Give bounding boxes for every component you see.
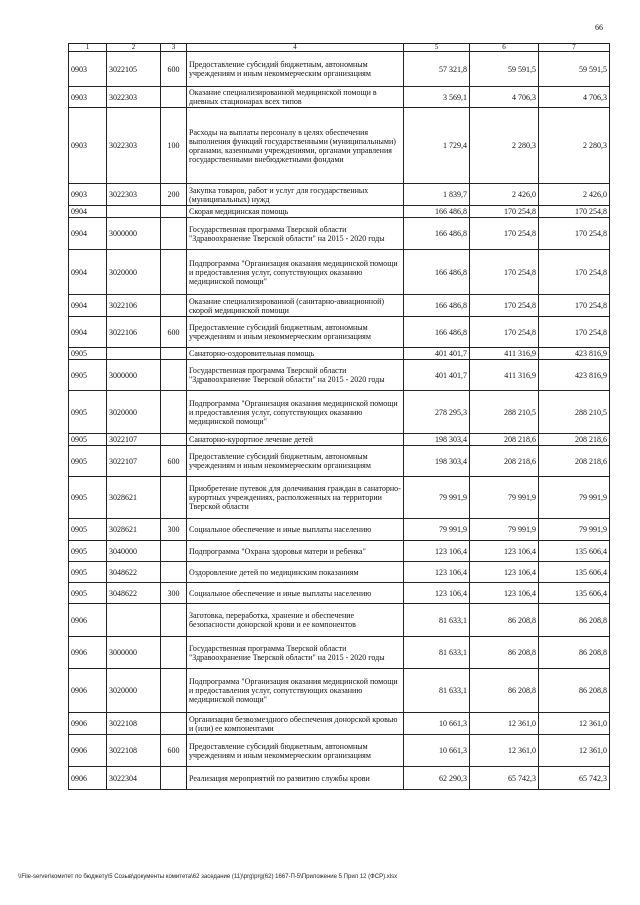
item-name-cell: Социальное обеспечение и иные выплаты населению — [187, 519, 404, 541]
amount-col6-cell: 79 991,9 — [470, 519, 539, 541]
amount-col7-cell: 208 218,6 — [539, 446, 610, 477]
amount-col7-cell: 208 218,6 — [539, 434, 610, 446]
amount-col7-cell: 423 816,9 — [539, 348, 610, 360]
amount-col5-cell: 198 303,4 — [404, 446, 470, 477]
section-code-cell: 0906 — [69, 767, 107, 790]
amount-col5-cell: 1 839,7 — [404, 184, 470, 206]
table-row — [69, 206, 610, 218]
expense-type-cell: 200 — [161, 184, 187, 206]
section-code-cell: 0903 — [69, 108, 107, 184]
item-name-cell: Санаторно-курортное лечение детей — [187, 434, 404, 446]
target-code-cell: 3000000 — [107, 637, 161, 669]
amount-col5-cell: 278 295,3 — [404, 391, 470, 434]
item-name-cell: Санаторно-оздоровительная помощь — [187, 348, 404, 360]
expense-type-cell — [161, 541, 187, 562]
amount-col5-cell: 81 633,1 — [404, 637, 470, 669]
item-name-cell: Подпрограмма "Организация оказания медицинской помощи и предоставления услуг, сопутствующих оказанию медицинской помощи" — [187, 250, 404, 295]
budget-table — [68, 43, 610, 790]
amount-col6-cell: 59 591,5 — [470, 52, 539, 87]
amount-col5-cell: 166 486,8 — [404, 206, 470, 218]
section-code-cell: 0906 — [69, 669, 107, 713]
expense-type-cell — [161, 767, 187, 790]
amount-col5-cell: 79 991,9 — [404, 477, 470, 519]
section-code-cell: 0905 — [69, 477, 107, 519]
item-name-cell: Подпрограмма "Организация оказания медицинской помощи и предоставления услуг, сопутствующих оказанию медицинской помощи" — [187, 669, 404, 713]
table-row — [69, 218, 610, 250]
amount-col6-cell: 170 254,8 — [470, 295, 539, 317]
section-code-cell: 0905 — [69, 348, 107, 360]
expense-type-cell — [161, 360, 187, 391]
section-code-cell: 0906 — [69, 637, 107, 669]
amount-col6-cell: 123 106,4 — [470, 562, 539, 583]
amount-col5-cell: 401 401,7 — [404, 360, 470, 391]
table-row — [69, 87, 610, 108]
amount-col5-cell: 123 106,4 — [404, 583, 470, 604]
header-cell: 7 — [539, 44, 610, 52]
item-name-cell: Оказание специализированной медицинской помощи в дневных стационарах всех типов — [187, 87, 404, 108]
table-row — [69, 562, 610, 583]
header-cell: 2 — [107, 44, 161, 52]
item-name-cell: Государственная программа Тверской области "Здравоохранение Тверской области" на 2015 - 2020 годы — [187, 637, 404, 669]
amount-col7-cell: 79 991,9 — [539, 519, 610, 541]
item-name-cell: Предоставление субсидий бюджетным, автономным учреждениям и иным некоммерческим организациям — [187, 446, 404, 477]
amount-col6-cell: 411 316,9 — [470, 360, 539, 391]
expense-type-cell: 300 — [161, 583, 187, 604]
target-code-cell: 3022107 — [107, 434, 161, 446]
target-code-cell: 3048622 — [107, 583, 161, 604]
amount-col5-cell: 57 321,8 — [404, 52, 470, 87]
amount-col5-cell: 166 486,8 — [404, 250, 470, 295]
amount-col6-cell: 208 218,6 — [470, 446, 539, 477]
expense-type-cell — [161, 391, 187, 434]
amount-col6-cell: 170 254,8 — [470, 250, 539, 295]
item-name-cell: Государственная программа Тверской области "Здравоохранение Тверской области" на 2015 - 2020 годы — [187, 360, 404, 391]
table-row — [69, 519, 610, 541]
section-code-cell: 0905 — [69, 562, 107, 583]
amount-col7-cell: 4 706,3 — [539, 87, 610, 108]
target-code-cell: 3022107 — [107, 446, 161, 477]
target-code-cell — [107, 604, 161, 637]
amount-col7-cell: 170 254,8 — [539, 206, 610, 218]
amount-col7-cell: 79 991,9 — [539, 477, 610, 519]
table-row — [69, 713, 610, 735]
amount-col5-cell: 1 729,4 — [404, 108, 470, 184]
expense-type-cell — [161, 295, 187, 317]
header-cell: 1 — [69, 44, 107, 52]
table-row — [69, 52, 610, 87]
target-code-cell: 3022108 — [107, 735, 161, 767]
amount-col6-cell: 12 361,0 — [470, 735, 539, 767]
amount-col6-cell: 123 106,4 — [470, 583, 539, 604]
table-row — [69, 604, 610, 637]
amount-col7-cell: 423 816,9 — [539, 360, 610, 391]
item-name-cell: Государственная программа Тверской области "Здравоохранение Тверской области" на 2015 - 2020 годы — [187, 218, 404, 250]
target-code-cell: 3000000 — [107, 218, 161, 250]
amount-col6-cell: 2 280,3 — [470, 108, 539, 184]
table-row — [69, 434, 610, 446]
target-code-cell: 3022106 — [107, 295, 161, 317]
amount-col7-cell: 12 361,0 — [539, 735, 610, 767]
section-code-cell: 0905 — [69, 360, 107, 391]
expense-type-cell: 100 — [161, 108, 187, 184]
section-code-cell: 0903 — [69, 184, 107, 206]
amount-col5-cell: 79 991,9 — [404, 519, 470, 541]
table-row — [69, 735, 610, 767]
amount-col5-cell: 123 106,4 — [404, 562, 470, 583]
section-code-cell: 0904 — [69, 218, 107, 250]
expense-type-cell — [161, 604, 187, 637]
item-name-cell: Заготовка, переработка, хранение и обеспечение безопасности донорской крови и ее компонентов — [187, 604, 404, 637]
amount-col7-cell: 12 361,0 — [539, 713, 610, 735]
amount-col7-cell: 288 210,5 — [539, 391, 610, 434]
table-row — [69, 477, 610, 519]
section-code-cell: 0905 — [69, 583, 107, 604]
amount-col7-cell: 170 254,8 — [539, 250, 610, 295]
amount-col7-cell: 2 280,3 — [539, 108, 610, 184]
table-row — [69, 317, 610, 348]
item-name-cell: Расходы на выплаты персоналу в целях обеспечения выполнения функций государственными (муниципальными) органами, казенными учреждениями, органами управления государственными внебюджетными фондами — [187, 108, 404, 184]
amount-col7-cell: 135 606,4 — [539, 583, 610, 604]
amount-col6-cell: 4 706,3 — [470, 87, 539, 108]
amount-col7-cell: 59 591,5 — [539, 52, 610, 87]
table-row — [69, 348, 610, 360]
amount-col5-cell: 81 633,1 — [404, 669, 470, 713]
target-code-cell: 3020000 — [107, 250, 161, 295]
target-code-cell: 3028621 — [107, 477, 161, 519]
amount-col5-cell: 123 106,4 — [404, 541, 470, 562]
target-code-cell: 3022303 — [107, 87, 161, 108]
amount-col5-cell: 166 486,8 — [404, 295, 470, 317]
target-code-cell: 3022304 — [107, 767, 161, 790]
table-row — [69, 250, 610, 295]
item-name-cell: Подпрограмма "Охрана здоровья матери и ребенка" — [187, 541, 404, 562]
target-code-cell: 3028621 — [107, 519, 161, 541]
amount-col6-cell: 86 208,8 — [470, 669, 539, 713]
target-code-cell — [107, 206, 161, 218]
amount-col5-cell: 62 290,3 — [404, 767, 470, 790]
target-code-cell — [107, 348, 161, 360]
expense-type-cell: 600 — [161, 317, 187, 348]
header-cell: 4 — [187, 44, 404, 52]
item-name-cell: Социальное обеспечение и иные выплаты населению — [187, 583, 404, 604]
amount-col5-cell: 10 661,3 — [404, 735, 470, 767]
expense-type-cell — [161, 477, 187, 519]
item-name-cell: Закупка товаров, работ и услуг для государственных (муниципальных) нужд — [187, 184, 404, 206]
target-code-cell: 3022303 — [107, 108, 161, 184]
section-code-cell: 0903 — [69, 52, 107, 87]
expense-type-cell — [161, 669, 187, 713]
item-name-cell: Оказание специализированной (санитарно-авиационной) скорой медицинской помощи — [187, 295, 404, 317]
header-cell: 3 — [161, 44, 187, 52]
section-code-cell: 0904 — [69, 295, 107, 317]
target-code-cell: 3000000 — [107, 360, 161, 391]
amount-col6-cell: 86 208,8 — [470, 637, 539, 669]
amount-col5-cell: 198 303,4 — [404, 434, 470, 446]
section-code-cell: 0906 — [69, 604, 107, 637]
table-row — [69, 767, 610, 790]
amount-col5-cell: 166 486,8 — [404, 317, 470, 348]
section-code-cell: 0906 — [69, 735, 107, 767]
table-row — [69, 446, 610, 477]
item-name-cell: Оздоровление детей по медицинским показаниям — [187, 562, 404, 583]
amount-col7-cell: 86 208,8 — [539, 669, 610, 713]
header-cell: 6 — [470, 44, 539, 52]
amount-col7-cell: 170 254,8 — [539, 317, 610, 348]
section-code-cell: 0905 — [69, 434, 107, 446]
expense-type-cell — [161, 206, 187, 218]
table-row — [69, 360, 610, 391]
item-name-cell: Приобретение путевок для долечивания граждан в санаторно-курортных учреждениях, расположенных на территории Тверской области — [187, 477, 404, 519]
target-code-cell: 3022106 — [107, 317, 161, 348]
expense-type-cell: 600 — [161, 52, 187, 87]
amount-col5-cell: 401 401,7 — [404, 348, 470, 360]
amount-col6-cell: 123 106,4 — [470, 541, 539, 562]
target-code-cell: 3022303 — [107, 184, 161, 206]
expense-type-cell: 300 — [161, 519, 187, 541]
header-cell: 5 — [404, 44, 470, 52]
expense-type-cell — [161, 562, 187, 583]
amount-col7-cell: 65 742,3 — [539, 767, 610, 790]
table-row — [69, 637, 610, 669]
header-row — [69, 44, 610, 52]
amount-col7-cell: 86 208,8 — [539, 637, 610, 669]
target-code-cell: 3022108 — [107, 713, 161, 735]
target-code-cell: 3020000 — [107, 669, 161, 713]
amount-col5-cell: 3 569,1 — [404, 87, 470, 108]
amount-col6-cell: 86 208,8 — [470, 604, 539, 637]
table-row — [69, 108, 610, 184]
amount-col6-cell: 170 254,8 — [470, 317, 539, 348]
section-code-cell: 0905 — [69, 541, 107, 562]
section-code-cell: 0905 — [69, 391, 107, 434]
amount-col6-cell: 170 254,8 — [470, 206, 539, 218]
amount-col5-cell: 166 486,8 — [404, 218, 470, 250]
section-code-cell: 0906 — [69, 713, 107, 735]
section-code-cell: 0903 — [69, 87, 107, 108]
item-name-cell: Скорая медицинская помощь — [187, 206, 404, 218]
target-code-cell: 3048622 — [107, 562, 161, 583]
amount-col6-cell: 208 218,6 — [470, 434, 539, 446]
amount-col7-cell: 2 426,0 — [539, 184, 610, 206]
target-code-cell: 3022105 — [107, 52, 161, 87]
expense-type-cell — [161, 348, 187, 360]
amount-col6-cell: 65 742,3 — [470, 767, 539, 790]
item-name-cell: Предоставление субсидий бюджетным, автономным учреждениям и иным некоммерческим организациям — [187, 52, 404, 87]
item-name-cell: Организация безвозмездного обеспечения донорской кровью и (или) ее компонентами — [187, 713, 404, 735]
table-row — [69, 391, 610, 434]
footer-file-path: \\File-server\комитет по бюджету\5 Созыв\документы комитета\62 заседание (11)\prg\prg(62) 1667-П-5\Приложение 5 Прил 12 (ФСР).xlsx — [18, 874, 398, 880]
page-number: 66 — [595, 23, 603, 32]
expense-type-cell — [161, 218, 187, 250]
amount-col7-cell: 170 254,8 — [539, 218, 610, 250]
amount-col6-cell: 79 991,9 — [470, 477, 539, 519]
target-code-cell: 3020000 — [107, 391, 161, 434]
amount-col7-cell: 135 606,4 — [539, 541, 610, 562]
expense-type-cell: 600 — [161, 446, 187, 477]
item-name-cell: Предоставление субсидий бюджетным, автономным учреждениям и иным некоммерческим организациям — [187, 317, 404, 348]
expense-type-cell — [161, 713, 187, 735]
section-code-cell: 0904 — [69, 250, 107, 295]
amount-col6-cell: 2 426,0 — [470, 184, 539, 206]
amount-col5-cell: 10 661,3 — [404, 713, 470, 735]
item-name-cell: Реализация мероприятий по развитию службы крови — [187, 767, 404, 790]
table-row — [69, 583, 610, 604]
item-name-cell: Подпрограмма "Организация оказания медицинской помощи и предоставления услуг, сопутствующих оказанию медицинской помощи" — [187, 391, 404, 434]
expense-type-cell: 600 — [161, 735, 187, 767]
amount-col6-cell: 170 254,8 — [470, 218, 539, 250]
table-row — [69, 541, 610, 562]
amount-col7-cell: 86 208,8 — [539, 604, 610, 637]
table-row — [69, 184, 610, 206]
expense-type-cell — [161, 637, 187, 669]
section-code-cell: 0905 — [69, 446, 107, 477]
amount-col6-cell: 288 210,5 — [470, 391, 539, 434]
amount-col6-cell: 12 361,0 — [470, 713, 539, 735]
section-code-cell: 0904 — [69, 206, 107, 218]
expense-type-cell — [161, 250, 187, 295]
table-row — [69, 295, 610, 317]
amount-col7-cell: 170 254,8 — [539, 295, 610, 317]
expense-type-cell — [161, 87, 187, 108]
item-name-cell: Предоставление субсидий бюджетным, автономным учреждениям и иным некоммерческим организациям — [187, 735, 404, 767]
target-code-cell: 3040000 — [107, 541, 161, 562]
section-code-cell: 0905 — [69, 519, 107, 541]
amount-col6-cell: 411 316,9 — [470, 348, 539, 360]
section-code-cell: 0904 — [69, 317, 107, 348]
amount-col5-cell: 81 633,1 — [404, 604, 470, 637]
expense-type-cell — [161, 434, 187, 446]
table-row — [69, 669, 610, 713]
amount-col7-cell: 135 606,4 — [539, 562, 610, 583]
